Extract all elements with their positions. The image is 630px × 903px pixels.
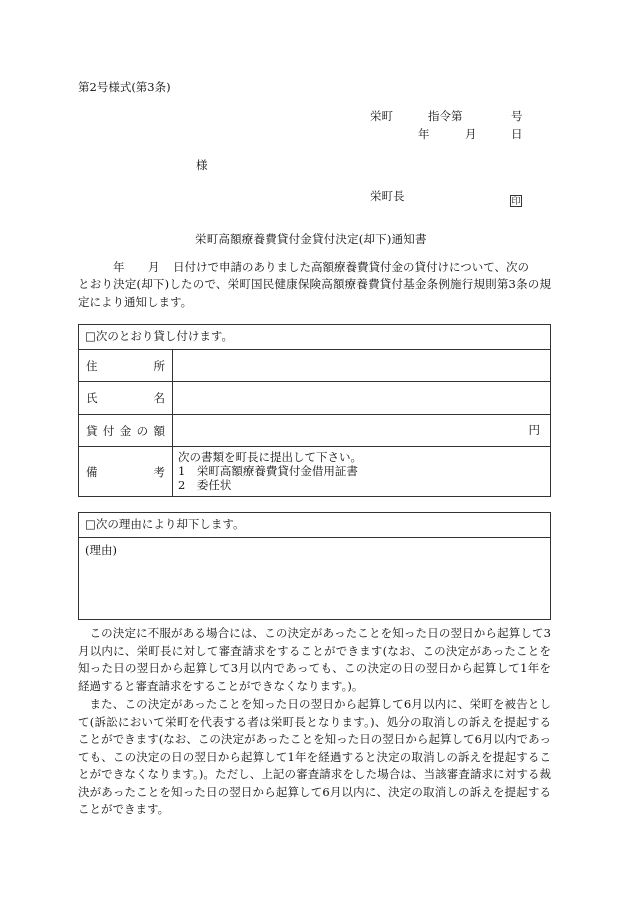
intro-year: 年 (113, 260, 125, 274)
seal-mark: 印 (511, 197, 521, 207)
amount-row (79, 414, 550, 446)
name-label: 氏 名 (79, 382, 173, 414)
form-number: 第2号様式(第3条) (78, 80, 171, 94)
intro-text: とおり決定(却下)したので、栄町国民健康保険高額療養費貸付基金条例施行規則第3条の規定により通知します。 (78, 277, 551, 309)
rejection-table (78, 512, 551, 620)
remarks-line-3: 2 委任状 (178, 478, 232, 492)
recipient-suffix: 様 (196, 158, 208, 172)
document-title: 栄町高額療養費貸付金貸付決定(却下)通知書 (195, 232, 427, 246)
town-label: 栄町 (370, 109, 393, 123)
name-value (173, 382, 550, 414)
directive-label: 指令第 (428, 109, 463, 123)
rejection-heading: □次の理由により却下します。 (85, 517, 245, 531)
remarks-line-2: 1 栄町高額療養費貸付金借用証書 (178, 464, 358, 478)
amount-unit: 円 (528, 423, 540, 437)
approval-heading: □次のとおり貸し付けます。 (85, 329, 233, 343)
name-row (79, 381, 550, 414)
remarks-line-1: 次の書類を町長に提出して下さい。 (178, 450, 362, 464)
intro-month: 月 (148, 260, 160, 274)
issuer-label: 栄町長 (370, 189, 405, 203)
date-year: 年 (418, 127, 430, 141)
reason-label: (理由) (85, 543, 117, 557)
remarks-row (79, 446, 550, 496)
approval-table (78, 324, 551, 497)
amount-value (173, 415, 550, 446)
note-review-request: この決定に不服がある場合には、この決定があったことを知った日の翌日から起算して3月以内に、栄町長に対して審査請求をすることができます(なお、この決定があったことを知った日の翌日から起算して3月以内であっても、この決定の日の翌日から起算して1年を経過すると審査請求をすることができなくなります。)。 (78, 626, 551, 693)
address-value (173, 350, 550, 381)
rejection-heading-row (79, 513, 550, 537)
approval-heading-row (79, 325, 550, 349)
intro-line1: 日付けで申請のありました高額療養費貸付金の貸付けについて、次の (173, 260, 530, 274)
address-label: 住 所 (79, 350, 173, 381)
reason-row (79, 537, 550, 619)
date-month: 月 (465, 127, 477, 141)
remarks-label: 備 考 (79, 447, 173, 496)
number-suffix: 号 (511, 109, 523, 123)
remarks-value (173, 447, 550, 496)
note-lawsuit: また、この決定があったことを知った日の翌日から起算して6月以内に、栄町を被告として(訴訟において栄町を代表する者は栄町長となります。)、処分の取消しの訴えを提起することができます(なお、この決定があったことを知った日の翌日から起算して6月以内であっても、この決定の日の翌日から起算して1年を経過すると決定の取消しの訴えを提起することができなくなります。)。ただし、上記の審査請求をした場合は、当該審査請求に対する裁決があったことを知った日の翌日から起算して6月以内に、決定の取消しの訴えを提起することができます。 (78, 697, 551, 816)
address-row (79, 349, 550, 381)
amount-label: 貸 付 金 の 額 (79, 415, 173, 446)
date-day: 日 (511, 127, 523, 141)
